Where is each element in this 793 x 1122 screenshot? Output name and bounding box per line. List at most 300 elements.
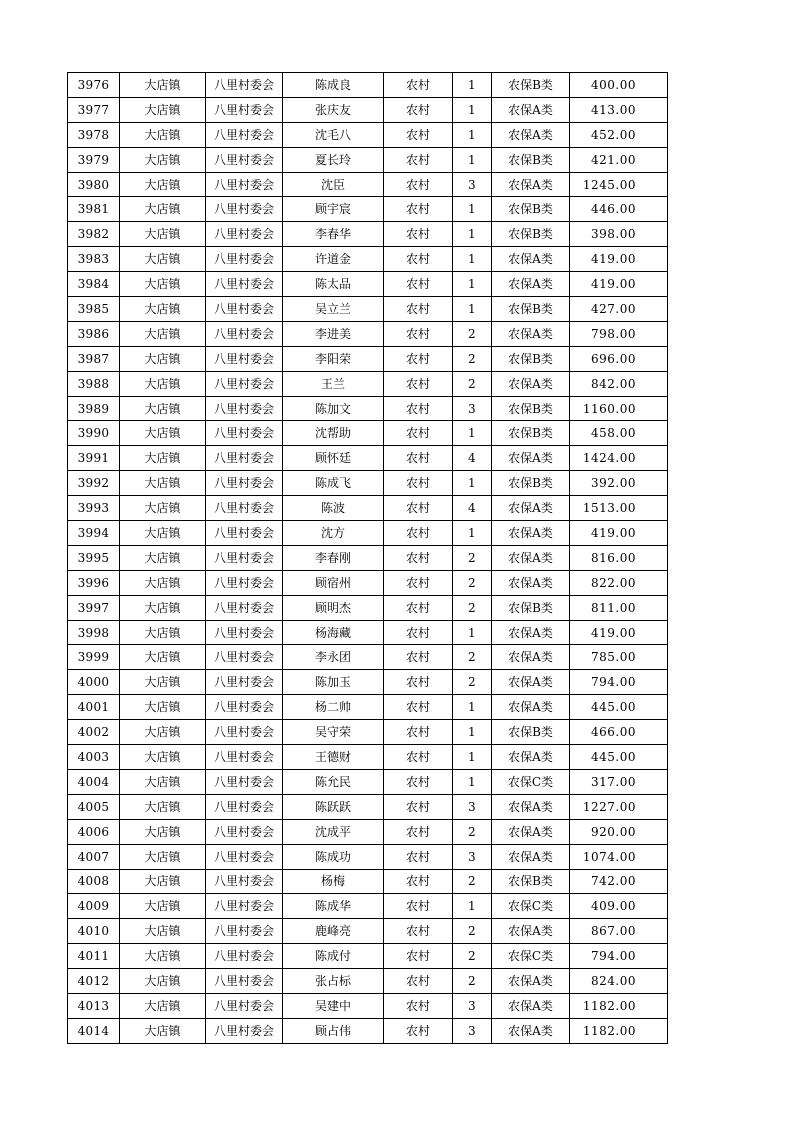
amount-cell: 1182.00 xyxy=(570,993,668,1018)
row-id-cell: 4003 xyxy=(68,745,120,770)
household-count-cell: 2 xyxy=(453,545,492,570)
table-row xyxy=(68,720,668,745)
table-row xyxy=(68,247,668,272)
area-type-cell: 农村 xyxy=(384,1018,453,1043)
town-cell: 大店镇 xyxy=(120,620,206,645)
area-type-cell: 农村 xyxy=(384,944,453,969)
category-cell: 农保B类 xyxy=(492,147,570,172)
row-id-cell: 4006 xyxy=(68,819,120,844)
amount-cell: 794.00 xyxy=(570,944,668,969)
row-id-cell: 4004 xyxy=(68,769,120,794)
table-row xyxy=(68,147,668,172)
category-cell: 农保B类 xyxy=(492,197,570,222)
area-type-cell: 农村 xyxy=(384,73,453,98)
category-cell: 农保A类 xyxy=(492,1018,570,1043)
category-cell: 农保A类 xyxy=(492,670,570,695)
area-type-cell: 农村 xyxy=(384,496,453,521)
table-row xyxy=(68,446,668,471)
village-cell: 八里村委会 xyxy=(206,1018,283,1043)
amount-cell: 822.00 xyxy=(570,570,668,595)
household-count-cell: 2 xyxy=(453,969,492,994)
row-id-cell: 4002 xyxy=(68,720,120,745)
village-cell: 八里村委会 xyxy=(206,769,283,794)
town-cell: 大店镇 xyxy=(120,446,206,471)
name-cell: 许道金 xyxy=(283,247,384,272)
village-cell: 八里村委会 xyxy=(206,819,283,844)
category-cell: 农保A类 xyxy=(492,321,570,346)
amount-cell: 421.00 xyxy=(570,147,668,172)
amount-cell: 419.00 xyxy=(570,521,668,546)
area-type-cell: 农村 xyxy=(384,969,453,994)
row-id-cell: 3992 xyxy=(68,471,120,496)
town-cell: 大店镇 xyxy=(120,496,206,521)
area-type-cell: 农村 xyxy=(384,197,453,222)
row-id-cell: 3995 xyxy=(68,545,120,570)
name-cell: 李阳荣 xyxy=(283,346,384,371)
area-type-cell: 农村 xyxy=(384,521,453,546)
category-cell: 农保C类 xyxy=(492,944,570,969)
amount-cell: 1424.00 xyxy=(570,446,668,471)
row-id-cell: 3979 xyxy=(68,147,120,172)
amount-cell: 794.00 xyxy=(570,670,668,695)
amount-cell: 427.00 xyxy=(570,297,668,322)
amount-cell: 419.00 xyxy=(570,272,668,297)
town-cell: 大店镇 xyxy=(120,769,206,794)
name-cell: 张占标 xyxy=(283,969,384,994)
row-id-cell: 3996 xyxy=(68,570,120,595)
town-cell: 大店镇 xyxy=(120,247,206,272)
row-id-cell: 3976 xyxy=(68,73,120,98)
amount-cell: 816.00 xyxy=(570,545,668,570)
row-id-cell: 4005 xyxy=(68,794,120,819)
name-cell: 顾宿州 xyxy=(283,570,384,595)
village-cell: 八里村委会 xyxy=(206,844,283,869)
area-type-cell: 农村 xyxy=(384,894,453,919)
name-cell: 鹿峰亮 xyxy=(283,919,384,944)
row-id-cell: 3978 xyxy=(68,122,120,147)
name-cell: 李春刚 xyxy=(283,545,384,570)
row-id-cell: 3998 xyxy=(68,620,120,645)
category-cell: 农保B类 xyxy=(492,421,570,446)
row-id-cell: 4010 xyxy=(68,919,120,944)
name-cell: 顾怀廷 xyxy=(283,446,384,471)
name-cell: 陈成飞 xyxy=(283,471,384,496)
area-type-cell: 农村 xyxy=(384,421,453,446)
amount-cell: 824.00 xyxy=(570,969,668,994)
category-cell: 农保C类 xyxy=(492,769,570,794)
category-cell: 农保A类 xyxy=(492,272,570,297)
village-cell: 八里村委会 xyxy=(206,346,283,371)
category-cell: 农保A类 xyxy=(492,620,570,645)
town-cell: 大店镇 xyxy=(120,670,206,695)
household-count-cell: 2 xyxy=(453,346,492,371)
household-count-cell: 1 xyxy=(453,695,492,720)
category-cell: 农保A类 xyxy=(492,993,570,1018)
area-type-cell: 农村 xyxy=(384,745,453,770)
amount-cell: 785.00 xyxy=(570,645,668,670)
village-cell: 八里村委会 xyxy=(206,919,283,944)
row-id-cell: 4013 xyxy=(68,993,120,1018)
table-row xyxy=(68,496,668,521)
row-id-cell: 3981 xyxy=(68,197,120,222)
area-type-cell: 农村 xyxy=(384,794,453,819)
category-cell: 农保A类 xyxy=(492,446,570,471)
table-row xyxy=(68,73,668,98)
household-count-cell: 3 xyxy=(453,794,492,819)
table-row xyxy=(68,620,668,645)
category-cell: 农保B类 xyxy=(492,869,570,894)
town-cell: 大店镇 xyxy=(120,595,206,620)
category-cell: 农保A类 xyxy=(492,172,570,197)
table-row xyxy=(68,769,668,794)
amount-cell: 317.00 xyxy=(570,769,668,794)
area-type-cell: 农村 xyxy=(384,695,453,720)
name-cell: 顾占伟 xyxy=(283,1018,384,1043)
amount-cell: 400.00 xyxy=(570,73,668,98)
name-cell: 沈毛八 xyxy=(283,122,384,147)
town-cell: 大店镇 xyxy=(120,869,206,894)
row-id-cell: 4000 xyxy=(68,670,120,695)
row-id-cell: 4009 xyxy=(68,894,120,919)
name-cell: 张庆友 xyxy=(283,97,384,122)
household-count-cell: 3 xyxy=(453,396,492,421)
name-cell: 沈臣 xyxy=(283,172,384,197)
village-cell: 八里村委会 xyxy=(206,471,283,496)
amount-cell: 419.00 xyxy=(570,247,668,272)
village-cell: 八里村委会 xyxy=(206,670,283,695)
village-cell: 八里村委会 xyxy=(206,745,283,770)
table-row xyxy=(68,222,668,247)
area-type-cell: 农村 xyxy=(384,321,453,346)
village-cell: 八里村委会 xyxy=(206,172,283,197)
area-type-cell: 农村 xyxy=(384,844,453,869)
household-count-cell: 2 xyxy=(453,321,492,346)
household-count-cell: 1 xyxy=(453,471,492,496)
household-count-cell: 1 xyxy=(453,122,492,147)
row-id-cell: 3994 xyxy=(68,521,120,546)
name-cell: 李进美 xyxy=(283,321,384,346)
category-cell: 农保B类 xyxy=(492,297,570,322)
category-cell: 农保A类 xyxy=(492,570,570,595)
table-row xyxy=(68,396,668,421)
area-type-cell: 农村 xyxy=(384,172,453,197)
amount-cell: 445.00 xyxy=(570,745,668,770)
village-cell: 八里村委会 xyxy=(206,122,283,147)
name-cell: 夏长玲 xyxy=(283,147,384,172)
row-id-cell: 3997 xyxy=(68,595,120,620)
amount-cell: 409.00 xyxy=(570,894,668,919)
village-cell: 八里村委会 xyxy=(206,297,283,322)
amount-cell: 466.00 xyxy=(570,720,668,745)
town-cell: 大店镇 xyxy=(120,645,206,670)
row-id-cell: 4001 xyxy=(68,695,120,720)
row-id-cell: 3989 xyxy=(68,396,120,421)
household-count-cell: 1 xyxy=(453,620,492,645)
area-type-cell: 农村 xyxy=(384,446,453,471)
category-cell: 农保B类 xyxy=(492,471,570,496)
name-cell: 吴建中 xyxy=(283,993,384,1018)
name-cell: 吴立兰 xyxy=(283,297,384,322)
category-cell: 农保A类 xyxy=(492,371,570,396)
village-cell: 八里村委会 xyxy=(206,620,283,645)
name-cell: 陈成功 xyxy=(283,844,384,869)
village-cell: 八里村委会 xyxy=(206,595,283,620)
name-cell: 陈加文 xyxy=(283,396,384,421)
area-type-cell: 农村 xyxy=(384,247,453,272)
town-cell: 大店镇 xyxy=(120,819,206,844)
table-row xyxy=(68,321,668,346)
name-cell: 陈跃跃 xyxy=(283,794,384,819)
town-cell: 大店镇 xyxy=(120,570,206,595)
name-cell: 杨梅 xyxy=(283,869,384,894)
name-cell: 杨海藏 xyxy=(283,620,384,645)
name-cell: 沈方 xyxy=(283,521,384,546)
area-type-cell: 农村 xyxy=(384,346,453,371)
data-table xyxy=(67,72,668,1044)
row-id-cell: 3984 xyxy=(68,272,120,297)
table-body xyxy=(68,73,668,1044)
table-row xyxy=(68,745,668,770)
village-cell: 八里村委会 xyxy=(206,993,283,1018)
village-cell: 八里村委会 xyxy=(206,969,283,994)
household-count-cell: 1 xyxy=(453,222,492,247)
household-count-cell: 1 xyxy=(453,745,492,770)
household-count-cell: 4 xyxy=(453,446,492,471)
amount-cell: 1227.00 xyxy=(570,794,668,819)
area-type-cell: 农村 xyxy=(384,122,453,147)
category-cell: 农保A类 xyxy=(492,969,570,994)
area-type-cell: 农村 xyxy=(384,720,453,745)
amount-cell: 445.00 xyxy=(570,695,668,720)
household-count-cell: 4 xyxy=(453,496,492,521)
row-id-cell: 3980 xyxy=(68,172,120,197)
area-type-cell: 农村 xyxy=(384,819,453,844)
town-cell: 大店镇 xyxy=(120,97,206,122)
village-cell: 八里村委会 xyxy=(206,73,283,98)
village-cell: 八里村委会 xyxy=(206,197,283,222)
village-cell: 八里村委会 xyxy=(206,794,283,819)
household-count-cell: 2 xyxy=(453,670,492,695)
row-id-cell: 3993 xyxy=(68,496,120,521)
household-count-cell: 2 xyxy=(453,819,492,844)
amount-cell: 413.00 xyxy=(570,97,668,122)
village-cell: 八里村委会 xyxy=(206,645,283,670)
amount-cell: 1513.00 xyxy=(570,496,668,521)
area-type-cell: 农村 xyxy=(384,919,453,944)
town-cell: 大店镇 xyxy=(120,421,206,446)
amount-cell: 398.00 xyxy=(570,222,668,247)
household-count-cell: 1 xyxy=(453,272,492,297)
table-row xyxy=(68,819,668,844)
town-cell: 大店镇 xyxy=(120,919,206,944)
category-cell: 农保A类 xyxy=(492,919,570,944)
name-cell: 陈成良 xyxy=(283,73,384,98)
town-cell: 大店镇 xyxy=(120,944,206,969)
table-row xyxy=(68,421,668,446)
category-cell: 农保A类 xyxy=(492,97,570,122)
village-cell: 八里村委会 xyxy=(206,570,283,595)
table-row xyxy=(68,919,668,944)
household-count-cell: 1 xyxy=(453,297,492,322)
row-id-cell: 3982 xyxy=(68,222,120,247)
table-row xyxy=(68,172,668,197)
amount-cell: 1160.00 xyxy=(570,396,668,421)
area-type-cell: 农村 xyxy=(384,620,453,645)
amount-cell: 1074.00 xyxy=(570,844,668,869)
name-cell: 李永团 xyxy=(283,645,384,670)
row-id-cell: 3988 xyxy=(68,371,120,396)
village-cell: 八里村委会 xyxy=(206,272,283,297)
amount-cell: 811.00 xyxy=(570,595,668,620)
household-count-cell: 3 xyxy=(453,172,492,197)
household-count-cell: 3 xyxy=(453,993,492,1018)
name-cell: 陈成付 xyxy=(283,944,384,969)
village-cell: 八里村委会 xyxy=(206,222,283,247)
name-cell: 吴守荣 xyxy=(283,720,384,745)
table-row xyxy=(68,197,668,222)
category-cell: 农保A类 xyxy=(492,844,570,869)
name-cell: 顾明杰 xyxy=(283,595,384,620)
category-cell: 农保B类 xyxy=(492,720,570,745)
amount-cell: 1245.00 xyxy=(570,172,668,197)
category-cell: 农保C类 xyxy=(492,894,570,919)
town-cell: 大店镇 xyxy=(120,346,206,371)
table-row xyxy=(68,993,668,1018)
amount-cell: 458.00 xyxy=(570,421,668,446)
household-count-cell: 2 xyxy=(453,869,492,894)
village-cell: 八里村委会 xyxy=(206,545,283,570)
table-row xyxy=(68,545,668,570)
town-cell: 大店镇 xyxy=(120,172,206,197)
table-row xyxy=(68,122,668,147)
table-row xyxy=(68,272,668,297)
table-row xyxy=(68,346,668,371)
name-cell: 王兰 xyxy=(283,371,384,396)
table-row xyxy=(68,1018,668,1043)
name-cell: 顾宇宸 xyxy=(283,197,384,222)
household-count-cell: 2 xyxy=(453,570,492,595)
table-row xyxy=(68,570,668,595)
village-cell: 八里村委会 xyxy=(206,446,283,471)
name-cell: 陈成华 xyxy=(283,894,384,919)
area-type-cell: 农村 xyxy=(384,396,453,421)
row-id-cell: 3977 xyxy=(68,97,120,122)
area-type-cell: 农村 xyxy=(384,769,453,794)
category-cell: 农保A类 xyxy=(492,745,570,770)
name-cell: 王德财 xyxy=(283,745,384,770)
household-count-cell: 2 xyxy=(453,919,492,944)
name-cell: 沈成平 xyxy=(283,819,384,844)
household-count-cell: 2 xyxy=(453,595,492,620)
town-cell: 大店镇 xyxy=(120,745,206,770)
household-count-cell: 2 xyxy=(453,645,492,670)
town-cell: 大店镇 xyxy=(120,695,206,720)
household-count-cell: 1 xyxy=(453,97,492,122)
village-cell: 八里村委会 xyxy=(206,720,283,745)
name-cell: 李春华 xyxy=(283,222,384,247)
area-type-cell: 农村 xyxy=(384,595,453,620)
table-row xyxy=(68,670,668,695)
household-count-cell: 1 xyxy=(453,521,492,546)
amount-cell: 1182.00 xyxy=(570,1018,668,1043)
row-id-cell: 4014 xyxy=(68,1018,120,1043)
table-row xyxy=(68,695,668,720)
town-cell: 大店镇 xyxy=(120,222,206,247)
row-id-cell: 3990 xyxy=(68,421,120,446)
village-cell: 八里村委会 xyxy=(206,371,283,396)
amount-cell: 419.00 xyxy=(570,620,668,645)
village-cell: 八里村委会 xyxy=(206,97,283,122)
table-row xyxy=(68,944,668,969)
household-count-cell: 1 xyxy=(453,421,492,446)
table-row xyxy=(68,595,668,620)
area-type-cell: 农村 xyxy=(384,993,453,1018)
category-cell: 农保B类 xyxy=(492,396,570,421)
town-cell: 大店镇 xyxy=(120,147,206,172)
area-type-cell: 农村 xyxy=(384,297,453,322)
category-cell: 农保A类 xyxy=(492,122,570,147)
row-id-cell: 3991 xyxy=(68,446,120,471)
table-row xyxy=(68,794,668,819)
village-cell: 八里村委会 xyxy=(206,894,283,919)
table-row xyxy=(68,471,668,496)
area-type-cell: 农村 xyxy=(384,545,453,570)
row-id-cell: 3983 xyxy=(68,247,120,272)
town-cell: 大店镇 xyxy=(120,73,206,98)
row-id-cell: 3986 xyxy=(68,321,120,346)
town-cell: 大店镇 xyxy=(120,993,206,1018)
village-cell: 八里村委会 xyxy=(206,695,283,720)
amount-cell: 392.00 xyxy=(570,471,668,496)
amount-cell: 742.00 xyxy=(570,869,668,894)
village-cell: 八里村委会 xyxy=(206,396,283,421)
household-count-cell: 3 xyxy=(453,844,492,869)
table-row xyxy=(68,894,668,919)
category-cell: 农保B类 xyxy=(492,346,570,371)
village-cell: 八里村委会 xyxy=(206,496,283,521)
table-row xyxy=(68,844,668,869)
name-cell: 陈波 xyxy=(283,496,384,521)
household-count-cell: 1 xyxy=(453,247,492,272)
category-cell: 农保A类 xyxy=(492,645,570,670)
household-count-cell: 2 xyxy=(453,371,492,396)
category-cell: 农保B类 xyxy=(492,73,570,98)
area-type-cell: 农村 xyxy=(384,222,453,247)
category-cell: 农保A类 xyxy=(492,247,570,272)
category-cell: 农保A类 xyxy=(492,695,570,720)
town-cell: 大店镇 xyxy=(120,545,206,570)
town-cell: 大店镇 xyxy=(120,396,206,421)
name-cell: 陈加玉 xyxy=(283,670,384,695)
household-count-cell: 3 xyxy=(453,1018,492,1043)
household-count-cell: 1 xyxy=(453,73,492,98)
village-cell: 八里村委会 xyxy=(206,247,283,272)
household-count-cell: 1 xyxy=(453,769,492,794)
amount-cell: 867.00 xyxy=(570,919,668,944)
area-type-cell: 农村 xyxy=(384,371,453,396)
category-cell: 农保A类 xyxy=(492,819,570,844)
village-cell: 八里村委会 xyxy=(206,944,283,969)
row-id-cell: 3987 xyxy=(68,346,120,371)
table-row xyxy=(68,371,668,396)
household-count-cell: 1 xyxy=(453,197,492,222)
village-cell: 八里村委会 xyxy=(206,521,283,546)
category-cell: 农保A类 xyxy=(492,496,570,521)
table-row xyxy=(68,521,668,546)
category-cell: 农保A类 xyxy=(492,794,570,819)
table-row xyxy=(68,969,668,994)
amount-cell: 842.00 xyxy=(570,371,668,396)
